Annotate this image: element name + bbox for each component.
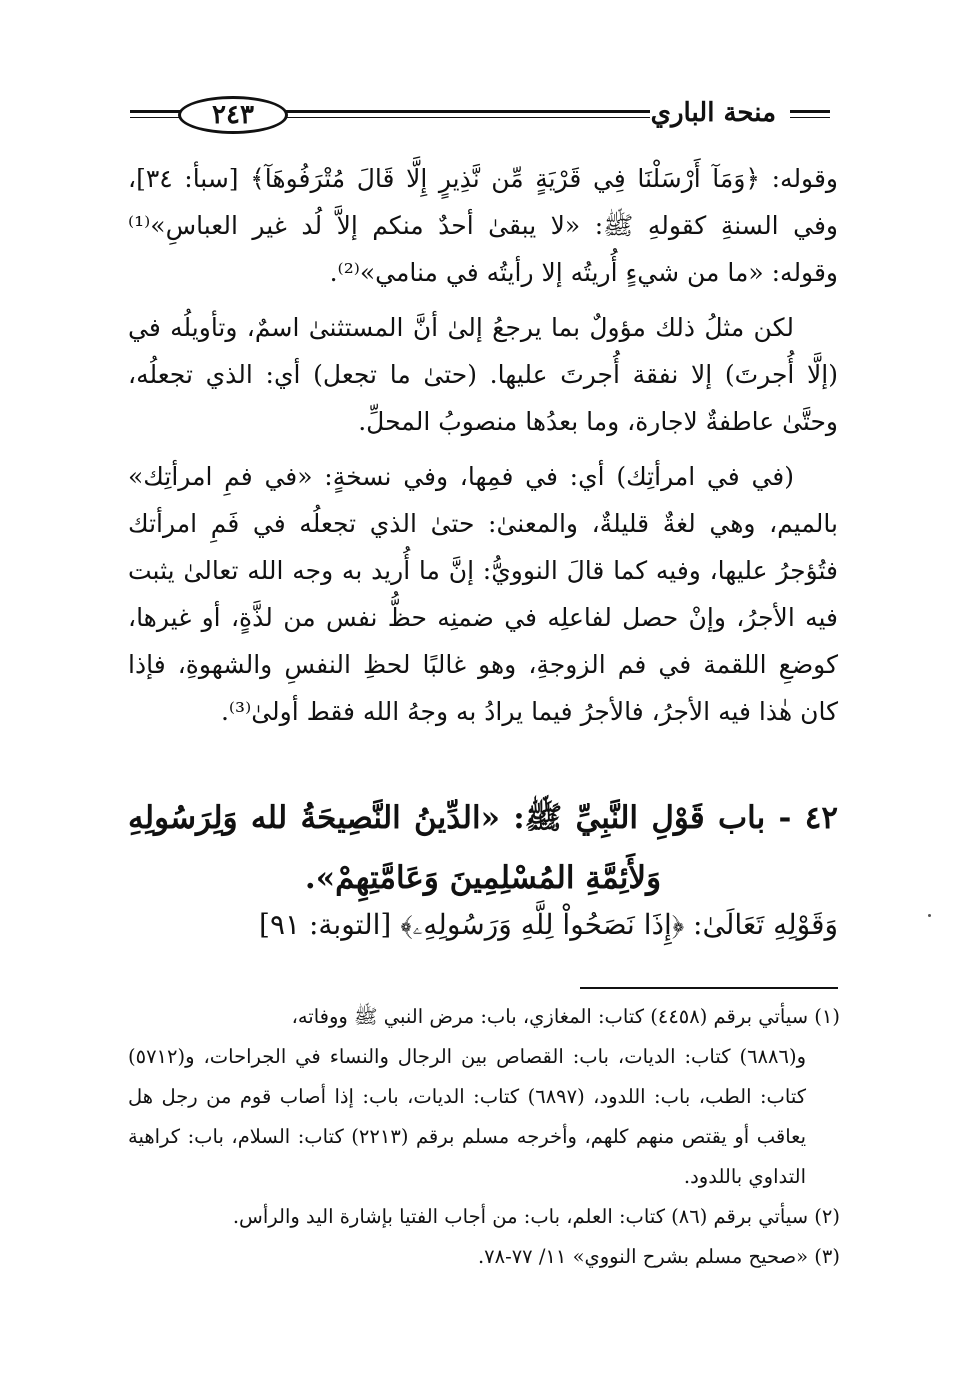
header-rule-right-thin [790, 117, 830, 118]
footnote-1 [128, 997, 840, 1037]
footnote-1-continuation: و(٦٨٨٦) كتاب: الديات، باب: القصاص بين الرجال والنساء في الجراحات، و(٥٧١٢) كتاب: الطب، باب: اللدود، (٦٨٩٧) كتاب: الديات، باب: إذا أصاب قوم من رجل هل يعاقب أو يقتص منهم كلهم، وأخرجه مسلم برقم (٢٢١٣) كتاب: السلام، باب: كراهية التداوي باللدود. [128, 1045, 806, 1188]
page-header [130, 92, 830, 142]
footnotes [128, 997, 840, 1277]
footnote-separator [580, 987, 838, 989]
paragraph: (في في امرأتِك) أي: في فمِها، وفي نسخةٍ: «في فمِ امرأتِك» بالميم، وهي لغةٌ قليلةٌ، والمعنىٰ: حتىٰ الذي تجعلُه في فَمِ امرأتك فتُؤجرُ عليها، وفيه كما قالَ النوويُّ: إنَّ ما أُريد به وجه الله تعالىٰ يثبت فيه الأجرُ، وإنْ حصل لفاعلِه في ضمنِه حظُّ نفس من لذَّةٍ، أو غيرها، كوضعِ اللقمة في فم الزوجةِ، وهو غالبًا لحظِ النفسِ والشهوةِ، فإذا كان هٰذا فيه الأجرُ، فالأجرُ فيما يرادُ به وجهُ الله فقط أولىٰ⁽³⁾. [128, 462, 838, 726]
running-title: منحة الباري [650, 98, 776, 128]
footnote-2: (٢) سيأتي برقم (٨٦) كتاب: العلم، باب: من أجاب الفتيا بإشارة اليد والرأس. [232, 1205, 840, 1228]
paragraph: وقوله: ﴿وَمَآ أَرْسَلْنَا فِي قَرْيَةٍ مِّن نَّذِيرٍ إِلَّا قَالَ مُتْرَفُوهَآ﴾ [سبأ: ٣٤]، وفي السنةِ كقولهِ ﷺ: «لا يبقىٰ أحدٌ منكم إلاَّ لُد غير العباسِ»⁽¹⁾ وقوله: «ما من شيءٍ أُريتُه إلا رأيتُه في منامي»⁽²⁾. [128, 164, 838, 287]
header-rule-middle-thin [286, 117, 650, 118]
header-rule-left-thin [130, 117, 182, 118]
chapter-heading: ٤٢ - باب قَوْلِ النَّبِيِّ ﷺ: «الدِّينُ النَّصِيحَةُ لله وَلِرَسُولِهِ وَلأَئِمَّةِ المُسْلِمِينَ وَعَامَّتِهِمْ». [128, 800, 838, 896]
main-text [128, 155, 838, 743]
paragraph: لكن مثلُ ذلك مؤولٌ بما يرجعُ إلىٰ أنَّ المستثنىٰ اسمٌ، وتأويلُه في (إلَّا أُجرتَ) إلا نفقة أُجرتَ عليها. (حتىٰ ما تجعل) أي: الذي تجعلُه، وحتَّىٰ عاطفةٌ لاجارة، وما بعدُها منصوبُ المحلِّ. [128, 313, 838, 436]
footnote-lead: (١) سيأتي برقم (٤٤٥٨) كتاب: المغازي، باب: مرض النبي ﷺ ووفاته، [291, 1005, 840, 1028]
page-number [178, 96, 288, 134]
page-number-text: ٢٤٣ [212, 100, 254, 130]
header-rule-left [130, 110, 182, 113]
speck [928, 914, 931, 917]
chapter-verse: وَقَوْلِهِ تَعَالَىٰ: ﴿إِذَا نَصَحُواْ لِلَّهِ وَرَسُولِهِۦ﴾ [التوبة: ٩١] [259, 908, 838, 941]
header-rule-middle [286, 110, 650, 113]
header-rule-right [790, 110, 830, 113]
footnote-3: (٣) «صحيح مسلم بشرح النووي» ١١/ ٧٧-٧٨. [477, 1245, 840, 1268]
